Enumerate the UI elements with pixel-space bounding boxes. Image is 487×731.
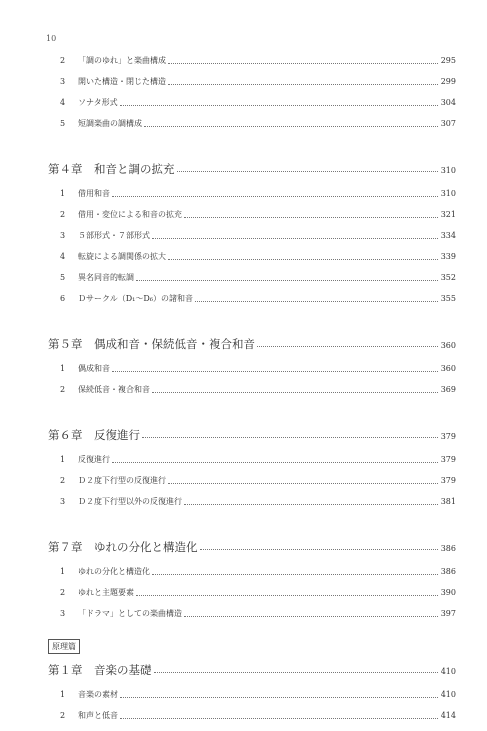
item-title: Ｄ２度下行型以外の反復進行 xyxy=(78,497,182,506)
item-number: 4 xyxy=(60,98,66,107)
chapter-title: 第７章 ゆれの分化と構造化 xyxy=(48,540,198,554)
item-number: 2 xyxy=(60,588,66,597)
item-page: 381 xyxy=(440,497,456,506)
toc-item[interactable] xyxy=(48,566,456,577)
item-number: 1 xyxy=(60,455,66,464)
chapter-title: 第５章 偶成和音・保続低音・複合和音 xyxy=(48,337,255,351)
item-number: 1 xyxy=(60,567,66,576)
item-title: 和声と低音 xyxy=(78,711,118,720)
toc-item[interactable] xyxy=(48,76,456,87)
toc-item[interactable] xyxy=(48,689,456,700)
item-page: 390 xyxy=(440,588,456,597)
toc-item[interactable] xyxy=(48,475,456,486)
item-page: 352 xyxy=(440,273,456,282)
item-number: 3 xyxy=(60,497,66,506)
dot-leader xyxy=(168,83,438,85)
item-page: 369 xyxy=(440,385,456,394)
chapter-7 xyxy=(48,539,456,619)
item-page: 410 xyxy=(440,690,456,699)
toc-item[interactable] xyxy=(48,587,456,598)
dot-leader xyxy=(112,195,438,197)
dot-leader xyxy=(184,503,438,505)
item-page: 307 xyxy=(440,119,456,128)
item-page: 334 xyxy=(440,231,456,240)
part-chapter-1 xyxy=(48,662,456,721)
dot-leader xyxy=(195,300,438,302)
toc-item[interactable] xyxy=(48,209,456,220)
dot-leader xyxy=(136,279,438,281)
item-page: 355 xyxy=(440,294,456,303)
item-page: 339 xyxy=(440,252,456,261)
item-title: ソナタ形式 xyxy=(78,98,118,107)
toc-item[interactable] xyxy=(48,384,456,395)
chapter-page: 310 xyxy=(440,166,456,175)
item-number: 3 xyxy=(60,609,66,618)
item-page: 321 xyxy=(440,210,456,219)
item-title: 開いた構造・閉じた構造 xyxy=(78,77,166,86)
toc-item[interactable] xyxy=(48,118,456,129)
dot-leader xyxy=(168,62,438,64)
item-number: 2 xyxy=(60,210,66,219)
item-page: 304 xyxy=(440,98,456,107)
chapter-title: 第４章 和音と調の拡充 xyxy=(48,162,175,176)
chapter-page: 410 xyxy=(440,667,456,676)
toc-item[interactable] xyxy=(48,188,456,199)
chapter-4 xyxy=(48,161,456,304)
dot-leader xyxy=(120,696,438,698)
item-number: 2 xyxy=(60,711,66,720)
item-title: 短調楽曲の調構成 xyxy=(78,119,142,128)
dot-leader xyxy=(184,615,438,617)
chapter-5 xyxy=(48,336,456,395)
dot-leader xyxy=(177,170,439,172)
page-number: 10 xyxy=(46,34,57,43)
toc-item[interactable] xyxy=(48,55,456,66)
chapter-6 xyxy=(48,427,456,507)
item-number: 6 xyxy=(60,294,66,303)
item-number: 2 xyxy=(60,385,66,394)
item-title: 異名同音的転調 xyxy=(78,273,134,282)
toc-item[interactable] xyxy=(48,496,456,507)
item-page: 379 xyxy=(440,455,456,464)
item-title: 借用和音 xyxy=(78,189,110,198)
toc-item[interactable] xyxy=(48,97,456,108)
dot-leader xyxy=(120,104,438,106)
chapter-page: 386 xyxy=(440,544,456,553)
dot-leader xyxy=(120,717,438,719)
dot-leader xyxy=(168,258,438,260)
item-number: 1 xyxy=(60,690,66,699)
item-number: 4 xyxy=(60,252,66,261)
toc-item[interactable] xyxy=(48,363,456,374)
item-page: 397 xyxy=(440,609,456,618)
item-title: ゆれの分化と構造化 xyxy=(78,567,150,576)
item-title: Ｄサークル（D₁〜D₆）の諸和音 xyxy=(78,294,194,303)
item-title: 音楽の素材 xyxy=(78,690,118,699)
item-number: 2 xyxy=(60,476,66,485)
dot-leader xyxy=(200,548,439,550)
dot-leader xyxy=(112,370,438,372)
item-number: 5 xyxy=(60,119,66,128)
item-title: 「ドラマ」としての楽曲構造 xyxy=(78,609,182,618)
item-title: 転旋による調関係の拡大 xyxy=(78,252,166,261)
item-title: 借用・変位による和音の拡充 xyxy=(78,210,182,219)
chapter-heading[interactable] xyxy=(48,427,456,442)
table-of-contents xyxy=(48,55,456,731)
dot-leader xyxy=(142,436,438,438)
item-title: 「調のゆれ」と楽曲構成 xyxy=(78,56,166,65)
item-title: 反復進行 xyxy=(78,455,110,464)
item-page: 360 xyxy=(440,364,456,373)
dot-leader xyxy=(152,237,438,239)
item-title: ゆれと主題要素 xyxy=(78,588,134,597)
item-number: 2 xyxy=(60,56,66,65)
item-number: 3 xyxy=(60,231,66,240)
dot-leader xyxy=(257,345,438,347)
toc-item[interactable] xyxy=(48,251,456,262)
chapter-heading[interactable] xyxy=(48,539,456,554)
toc-item[interactable] xyxy=(48,454,456,465)
top-items xyxy=(48,55,456,129)
item-title: Ｄ２度下行型の反復進行 xyxy=(78,476,166,485)
dot-leader xyxy=(136,594,438,596)
toc-item[interactable] xyxy=(48,230,456,241)
toc-item[interactable] xyxy=(48,608,456,619)
chapter-page: 360 xyxy=(440,341,456,350)
chapter-heading[interactable] xyxy=(48,336,456,351)
item-page: 414 xyxy=(440,711,456,720)
item-page: 299 xyxy=(440,77,456,86)
item-number: 3 xyxy=(60,77,66,86)
toc-item[interactable] xyxy=(48,272,456,283)
item-page: 295 xyxy=(440,56,456,65)
toc-item[interactable] xyxy=(48,293,456,304)
chapter-title: 第１章 音楽の基礎 xyxy=(48,663,152,677)
item-title: 保続低音・複合和音 xyxy=(78,385,150,394)
part-label: 原理篇 xyxy=(48,639,80,654)
toc-item[interactable] xyxy=(48,710,456,721)
item-page: 386 xyxy=(440,567,456,576)
dot-leader xyxy=(152,391,438,393)
dot-leader xyxy=(168,482,438,484)
item-page: 379 xyxy=(440,476,456,485)
dot-leader xyxy=(152,573,438,575)
chapter-page: 379 xyxy=(440,432,456,441)
chapter-heading[interactable] xyxy=(48,662,456,677)
item-title: ５部形式・７部形式 xyxy=(78,231,150,240)
item-title: 偶成和音 xyxy=(78,364,110,373)
item-number: 1 xyxy=(60,189,66,198)
item-number: 1 xyxy=(60,364,66,373)
chapter-title: 第６章 反復進行 xyxy=(48,428,140,442)
dot-leader xyxy=(184,216,438,218)
chapter-heading[interactable] xyxy=(48,161,456,176)
dot-leader xyxy=(112,461,438,463)
dot-leader xyxy=(144,125,438,127)
dot-leader xyxy=(154,671,439,673)
item-page: 310 xyxy=(440,189,456,198)
item-number: 5 xyxy=(60,273,66,282)
